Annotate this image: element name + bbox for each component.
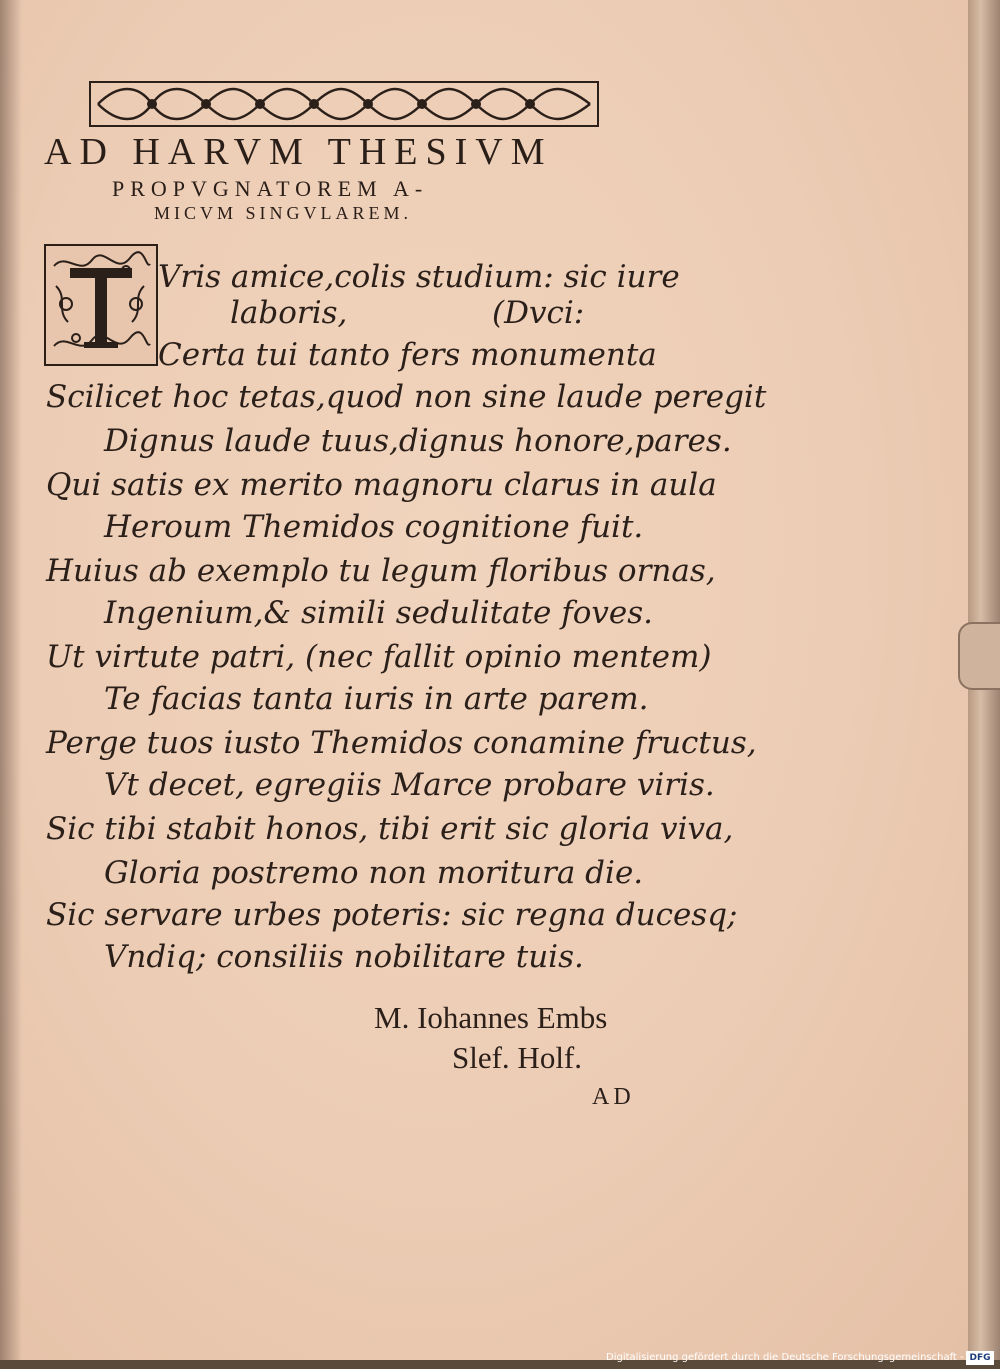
heading-line-1: AD HARVM THESIVM xyxy=(44,131,553,173)
verse-line-10: Ut virtute patri, (nec fallit opinio mentem) xyxy=(46,639,712,675)
verse-line-7: Heroum Themidos cognitione fuit. xyxy=(104,509,644,545)
ornament-band xyxy=(88,80,600,128)
verse-line-4: Scilicet hoc tetas,quod non sine laude peregit xyxy=(46,379,767,415)
verse-line-2-end: (Dvci: xyxy=(492,295,585,331)
verse-line-14: Sic tibi stabit honos, tibi erit sic gloria viva, xyxy=(46,811,734,847)
verse-line-2: laboris, xyxy=(230,295,348,331)
verse-line-17: Vndiq; consiliis nobilitare tuis. xyxy=(104,939,584,975)
verse-line-9: Ingenium,& simili sedulitate foves. xyxy=(104,595,654,631)
verse-line-8: Huius ab exemplo tu legum floribus ornas, xyxy=(46,553,716,589)
decorated-initial-t-icon xyxy=(44,244,158,366)
verse-line-3: Certa tui tanto fers monumenta xyxy=(158,337,657,373)
footer-credit: Digitalisierung gefördert durch die Deutsche Forschungsgemeinschaft - xyxy=(606,1352,964,1363)
heading-line-3: MICVM SINGVLAREM. xyxy=(154,203,413,223)
verse-line-5: Dignus laude tuus,dignus honore,pares. xyxy=(104,423,732,459)
verse-line-15: Gloria postremo non moritura die. xyxy=(104,855,644,891)
verse-line-13: Vt decet, egregiis Marce probare viris. xyxy=(104,767,715,803)
verse-line-1: Vris amice,colis studium: sic iure xyxy=(158,259,680,295)
verse-line-16: Sic servare urbes poteris: sic regna ducesq; xyxy=(46,897,738,933)
verse-line-6: Qui satis ex merito magnoru clarus in aula xyxy=(46,467,717,503)
signature-name: M. Iohannes Embs xyxy=(374,1000,608,1035)
page-clip xyxy=(958,622,1000,690)
verse-line-11: Te facias tanta iuris in arte parem. xyxy=(104,681,649,717)
heading-line-2: PROPVGNATOREM A- xyxy=(112,176,429,201)
dfg-logo-icon: DFG xyxy=(966,1351,994,1365)
verse-line-12: Perge tuos iusto Themidos conamine fructus, xyxy=(46,725,757,761)
gutter-shadow xyxy=(0,0,22,1360)
catchword: AD xyxy=(592,1084,635,1110)
signature-place: Slef. Holf. xyxy=(452,1040,583,1075)
